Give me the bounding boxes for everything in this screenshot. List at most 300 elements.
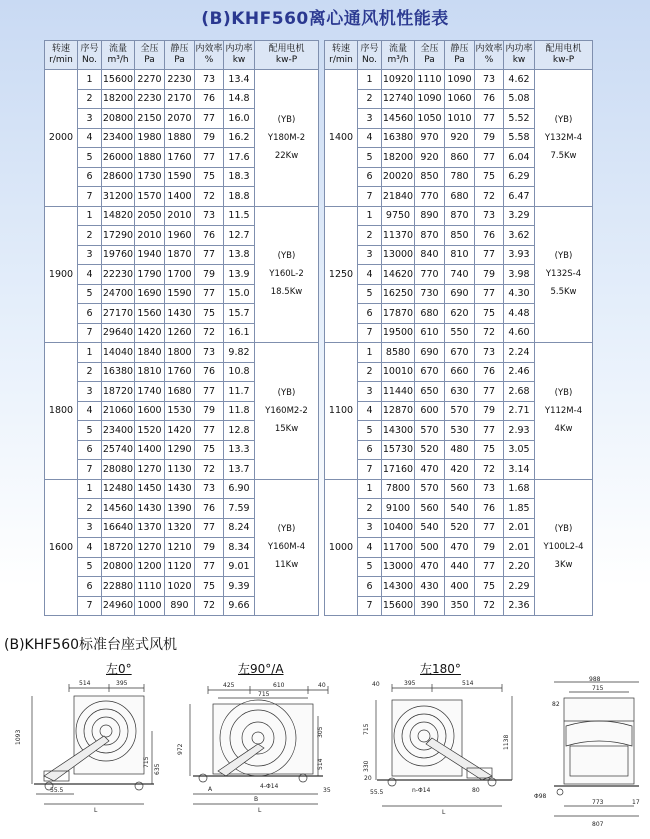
header-flow: 流量 m³/h bbox=[102, 41, 135, 70]
table-cell: 1090 bbox=[445, 70, 475, 90]
table-cell: 560 bbox=[445, 479, 475, 499]
table-cell: 1690 bbox=[135, 284, 165, 304]
table-cell: 79 bbox=[195, 401, 224, 421]
table-cell: 570 bbox=[445, 401, 475, 421]
table-cell: 540 bbox=[415, 518, 445, 538]
table-cell: 5 bbox=[358, 421, 382, 441]
table-cell: 73 bbox=[195, 206, 224, 226]
table-cell: 440 bbox=[445, 557, 475, 577]
table-cell: 12480 bbox=[102, 479, 135, 499]
table-cell: 11.8 bbox=[224, 401, 255, 421]
table-cell: 77 bbox=[195, 284, 224, 304]
table-cell: 1270 bbox=[135, 538, 165, 558]
speed-cell: 1400 bbox=[325, 70, 358, 207]
table-cell: 670 bbox=[445, 343, 475, 363]
dim-phi98: Φ98 bbox=[534, 793, 547, 800]
table-cell: 1450 bbox=[135, 479, 165, 499]
table-cell: 77 bbox=[475, 109, 504, 129]
header-speed: 转速 r/min bbox=[325, 41, 358, 70]
table-cell: 2010 bbox=[165, 206, 195, 226]
table-cell: 890 bbox=[165, 596, 195, 616]
table-cell: 1010 bbox=[445, 109, 475, 129]
table-cell: 1870 bbox=[165, 245, 195, 265]
header-flow: 流量 m³/h bbox=[382, 41, 415, 70]
table-cell: 1940 bbox=[135, 245, 165, 265]
table-cell: 13000 bbox=[382, 245, 415, 265]
table-cell: 24700 bbox=[102, 284, 135, 304]
table-cell: 76 bbox=[475, 362, 504, 382]
table-cell: 14560 bbox=[382, 109, 415, 129]
table-cell: 9.66 bbox=[224, 596, 255, 616]
table-cell: 14820 bbox=[102, 206, 135, 226]
table-cell: 6.47 bbox=[504, 187, 535, 207]
table-cell: 3 bbox=[358, 518, 382, 538]
table-cell: 3.14 bbox=[504, 460, 535, 480]
motor-cell: (YB) Y160M-4 11Kw bbox=[255, 479, 319, 616]
header-power: 内功率 kw bbox=[504, 41, 535, 70]
table-cell: 2230 bbox=[135, 89, 165, 109]
table-cell: 2070 bbox=[165, 109, 195, 129]
dim-988: 988 bbox=[589, 676, 601, 683]
table-cell: 17.6 bbox=[224, 148, 255, 168]
table-cell: 75 bbox=[475, 440, 504, 460]
table-cell: 4 bbox=[358, 401, 382, 421]
table-cell: 7 bbox=[358, 460, 382, 480]
table-cell: 7800 bbox=[382, 479, 415, 499]
header-total-pressure: 全压 Pa bbox=[135, 41, 165, 70]
table-cell: 16.2 bbox=[224, 128, 255, 148]
table-cell: 870 bbox=[445, 206, 475, 226]
table-cell: 670 bbox=[415, 362, 445, 382]
table-cell: 470 bbox=[415, 460, 445, 480]
speed-cell: 1000 bbox=[325, 479, 358, 616]
dim-l-1: L bbox=[94, 807, 98, 814]
table-cell: 2.24 bbox=[504, 343, 535, 363]
table-cell: 5 bbox=[358, 148, 382, 168]
motor-cell: (YB) Y160M2-2 15Kw bbox=[255, 343, 319, 480]
dim-972: 972 bbox=[177, 743, 184, 755]
table-cell: 72 bbox=[195, 187, 224, 207]
table-cell: 3.93 bbox=[504, 245, 535, 265]
dim-807: 807 bbox=[592, 821, 604, 828]
dim-610: 610 bbox=[273, 682, 285, 689]
table-cell: 2 bbox=[358, 499, 382, 519]
motor-cell: (YB) Y132S-4 5.5Kw bbox=[535, 206, 593, 343]
dim-305: 305 bbox=[317, 726, 324, 738]
table-cell: 1880 bbox=[165, 128, 195, 148]
table-cell: 520 bbox=[445, 518, 475, 538]
table-cell: 11370 bbox=[382, 226, 415, 246]
table-row bbox=[325, 343, 593, 363]
table-cell: 23400 bbox=[102, 128, 135, 148]
dim-514: 514 bbox=[79, 680, 91, 687]
table-cell: 13.4 bbox=[224, 70, 255, 90]
table-cell: 1790 bbox=[135, 265, 165, 285]
table-cell: 610 bbox=[415, 323, 445, 343]
table-cell: 2 bbox=[358, 226, 382, 246]
table-cell: 7.59 bbox=[224, 499, 255, 519]
view-label-left180: 左180° bbox=[420, 662, 461, 676]
table-cell: 1 bbox=[358, 343, 382, 363]
table-cell: 600 bbox=[415, 401, 445, 421]
table-cell: 25740 bbox=[102, 440, 135, 460]
table-cell: 73 bbox=[195, 70, 224, 90]
table-cell: 13.9 bbox=[224, 265, 255, 285]
table-cell: 1 bbox=[78, 70, 102, 90]
table-cell: 9750 bbox=[382, 206, 415, 226]
table-cell: 77 bbox=[195, 109, 224, 129]
header-motor: 配用电机 kw-P bbox=[255, 41, 319, 70]
table-cell: 79 bbox=[195, 538, 224, 558]
header-no: 序号 No. bbox=[78, 41, 102, 70]
table-cell: 5.52 bbox=[504, 109, 535, 129]
table-cell: 2 bbox=[358, 89, 382, 109]
table-cell: 1260 bbox=[165, 323, 195, 343]
table-cell: 6 bbox=[78, 440, 102, 460]
table-cell: 1320 bbox=[165, 518, 195, 538]
table-cell: 2 bbox=[78, 89, 102, 109]
table-cell: 840 bbox=[415, 245, 445, 265]
table-cell: 1730 bbox=[135, 167, 165, 187]
table-cell: 16.0 bbox=[224, 109, 255, 129]
table-cell: 10400 bbox=[382, 518, 415, 538]
dim-330: 330 bbox=[363, 760, 370, 772]
dim-635: 635 bbox=[154, 763, 161, 775]
table-cell: 2 bbox=[78, 226, 102, 246]
table-cell: 1430 bbox=[135, 499, 165, 519]
table-cell: 11700 bbox=[382, 538, 415, 558]
table-cell: 13.3 bbox=[224, 440, 255, 460]
table-cell: 73 bbox=[475, 70, 504, 90]
table-cell: 2270 bbox=[135, 70, 165, 90]
motor-cell: (YB) Y132M-4 7.5Kw bbox=[535, 70, 593, 207]
table-cell: 75 bbox=[475, 304, 504, 324]
table-cell: 3.05 bbox=[504, 440, 535, 460]
table-cell: 1810 bbox=[135, 362, 165, 382]
table-cell: 9.39 bbox=[224, 577, 255, 597]
table-cell: 8.24 bbox=[224, 518, 255, 538]
table-cell: 75 bbox=[475, 167, 504, 187]
table-cell: 1980 bbox=[135, 128, 165, 148]
table-cell: 2 bbox=[78, 499, 102, 519]
table-cell: 1400 bbox=[165, 187, 195, 207]
table-cell: 1400 bbox=[135, 440, 165, 460]
table-cell: 18720 bbox=[102, 538, 135, 558]
table-cell: 530 bbox=[445, 421, 475, 441]
table-cell: 16.1 bbox=[224, 323, 255, 343]
table-cell: 1 bbox=[78, 206, 102, 226]
table-cell: 860 bbox=[445, 148, 475, 168]
table-cell: 17870 bbox=[382, 304, 415, 324]
table-cell: 75 bbox=[195, 440, 224, 460]
motor-cell: (YB) Y100L2-4 3Kw bbox=[535, 479, 593, 616]
table-cell: 1960 bbox=[165, 226, 195, 246]
table-cell: 21060 bbox=[102, 401, 135, 421]
table-cell: 26000 bbox=[102, 148, 135, 168]
drawing-side-view bbox=[534, 676, 646, 836]
table-cell: 6 bbox=[78, 304, 102, 324]
speed-cell: 1800 bbox=[45, 343, 78, 480]
table-cell: 21840 bbox=[382, 187, 415, 207]
table-cell: 77 bbox=[475, 382, 504, 402]
table-cell: 12870 bbox=[382, 401, 415, 421]
table-cell: 24960 bbox=[102, 596, 135, 616]
table-cell: 1430 bbox=[165, 304, 195, 324]
table-cell: 77 bbox=[195, 421, 224, 441]
table-cell: 6 bbox=[78, 577, 102, 597]
table-cell: 680 bbox=[415, 304, 445, 324]
table-cell: 850 bbox=[415, 167, 445, 187]
dim-715c: 715 bbox=[363, 723, 370, 735]
table-cell: 77 bbox=[195, 557, 224, 577]
table-cell: 15.7 bbox=[224, 304, 255, 324]
table-cell: 16380 bbox=[102, 362, 135, 382]
table-cell: 570 bbox=[415, 479, 445, 499]
table-cell: 3 bbox=[78, 382, 102, 402]
section-title: (B)KHF560标准台座式风机 bbox=[4, 637, 178, 653]
table-cell: 2150 bbox=[135, 109, 165, 129]
table-cell: 770 bbox=[415, 265, 445, 285]
table-cell: 5 bbox=[78, 284, 102, 304]
table-cell: 1 bbox=[78, 479, 102, 499]
table-cell: 11.5 bbox=[224, 206, 255, 226]
dim-17: 17 bbox=[632, 799, 640, 806]
table-cell: 1 bbox=[358, 479, 382, 499]
table-cell: 72 bbox=[195, 460, 224, 480]
table-cell: 77 bbox=[475, 557, 504, 577]
dim-b: B bbox=[254, 796, 259, 803]
table-cell: 77 bbox=[475, 284, 504, 304]
table-cell: 4 bbox=[358, 128, 382, 148]
dim-82: 82 bbox=[552, 701, 560, 708]
table-cell: 15600 bbox=[102, 70, 135, 90]
table-cell: 660 bbox=[445, 362, 475, 382]
table-cell: 850 bbox=[445, 226, 475, 246]
table-cell: 7 bbox=[78, 323, 102, 343]
table-cell: 1 bbox=[358, 206, 382, 226]
table-cell: 10920 bbox=[382, 70, 415, 90]
table-cell: 72 bbox=[475, 460, 504, 480]
table-cell: 77 bbox=[475, 245, 504, 265]
table-cell: 4 bbox=[78, 128, 102, 148]
table-cell: 1.68 bbox=[504, 479, 535, 499]
table-cell: 620 bbox=[445, 304, 475, 324]
header-speed: 转速 r/min bbox=[45, 41, 78, 70]
table-cell: 3.62 bbox=[504, 226, 535, 246]
dim-715d: 715 bbox=[592, 685, 604, 692]
table-cell: 2 bbox=[358, 362, 382, 382]
table-cell: 5 bbox=[78, 421, 102, 441]
table-cell: 14.8 bbox=[224, 89, 255, 109]
table-cell: 18720 bbox=[102, 382, 135, 402]
table-cell: 31200 bbox=[102, 187, 135, 207]
table-row bbox=[325, 70, 593, 90]
table-cell: 13000 bbox=[382, 557, 415, 577]
table-cell: 400 bbox=[445, 577, 475, 597]
table-cell: 6.04 bbox=[504, 148, 535, 168]
table-cell: 79 bbox=[475, 538, 504, 558]
drawing-left180 bbox=[362, 676, 522, 836]
table-cell: 12.8 bbox=[224, 421, 255, 441]
table-cell: 77 bbox=[475, 518, 504, 538]
table-cell: 1590 bbox=[165, 284, 195, 304]
table-cell: 75 bbox=[195, 167, 224, 187]
table-cell: 810 bbox=[445, 245, 475, 265]
table-cell: 15730 bbox=[382, 440, 415, 460]
table-cell: 1210 bbox=[165, 538, 195, 558]
table-cell: 5 bbox=[358, 284, 382, 304]
table-cell: 4 bbox=[78, 401, 102, 421]
table-cell: 4 bbox=[358, 538, 382, 558]
table-cell: 77 bbox=[195, 245, 224, 265]
dim-395c: 395 bbox=[404, 680, 416, 687]
table-cell: 5 bbox=[78, 148, 102, 168]
table-cell: 3 bbox=[78, 109, 102, 129]
table-cell: 1530 bbox=[165, 401, 195, 421]
table-cell: 12.7 bbox=[224, 226, 255, 246]
table-cell: 16380 bbox=[382, 128, 415, 148]
table-cell: 79 bbox=[195, 128, 224, 148]
table-cell: 560 bbox=[415, 499, 445, 519]
table-cell: 1090 bbox=[415, 89, 445, 109]
table-cell: 9.82 bbox=[224, 343, 255, 363]
table-cell: 6 bbox=[358, 440, 382, 460]
table-cell: 2170 bbox=[165, 89, 195, 109]
table-cell: 72 bbox=[475, 323, 504, 343]
table-cell: 11.7 bbox=[224, 382, 255, 402]
table-cell: 1600 bbox=[135, 401, 165, 421]
table-cell: 1120 bbox=[165, 557, 195, 577]
table-cell: 22230 bbox=[102, 265, 135, 285]
table-cell: 1050 bbox=[415, 109, 445, 129]
table-row bbox=[45, 479, 319, 499]
drawing-left0 bbox=[14, 676, 164, 836]
dim-1138: 1138 bbox=[503, 734, 510, 750]
table-cell: 16640 bbox=[102, 518, 135, 538]
table-cell: 75 bbox=[195, 577, 224, 597]
table-cell: 77 bbox=[475, 148, 504, 168]
table-cell: 14300 bbox=[382, 577, 415, 597]
table-cell: 1390 bbox=[165, 499, 195, 519]
table-cell: 13.7 bbox=[224, 460, 255, 480]
table-cell: 29640 bbox=[102, 323, 135, 343]
dim-20: 20 bbox=[364, 775, 372, 782]
table-cell: 420 bbox=[445, 460, 475, 480]
table-cell: 76 bbox=[475, 89, 504, 109]
table-cell: 2.01 bbox=[504, 518, 535, 538]
table-cell: 18.8 bbox=[224, 187, 255, 207]
table-cell: 4.62 bbox=[504, 70, 535, 90]
table-cell: 7 bbox=[358, 596, 382, 616]
table-cell: 20800 bbox=[102, 557, 135, 577]
motor-cell: (YB) Y180M-2 22Kw bbox=[255, 70, 319, 207]
table-cell: 650 bbox=[415, 382, 445, 402]
table-cell: 22880 bbox=[102, 577, 135, 597]
table-cell: 890 bbox=[415, 206, 445, 226]
table-cell: 350 bbox=[445, 596, 475, 616]
table-cell: 79 bbox=[475, 128, 504, 148]
table-cell: 4 bbox=[358, 265, 382, 285]
table-cell: 680 bbox=[445, 187, 475, 207]
table-cell: 15.0 bbox=[224, 284, 255, 304]
table-row bbox=[325, 206, 593, 226]
table-cell: 690 bbox=[415, 343, 445, 363]
speed-cell: 2000 bbox=[45, 70, 78, 207]
table-cell: 76 bbox=[475, 226, 504, 246]
table-cell: 520 bbox=[415, 440, 445, 460]
table-cell: 2.93 bbox=[504, 421, 535, 441]
table-cell: 390 bbox=[415, 596, 445, 616]
dim-425: 425 bbox=[223, 682, 235, 689]
performance-table-left bbox=[44, 40, 319, 616]
table-cell: 79 bbox=[195, 265, 224, 285]
table-cell: 4 bbox=[78, 265, 102, 285]
motor-cell: (YB) Y112M-4 4Kw bbox=[535, 343, 593, 480]
table-row bbox=[45, 70, 319, 90]
table-cell: 1020 bbox=[165, 577, 195, 597]
table-cell: 13.8 bbox=[224, 245, 255, 265]
table-cell: 1760 bbox=[165, 148, 195, 168]
table-cell: 76 bbox=[195, 362, 224, 382]
table-cell: 19500 bbox=[382, 323, 415, 343]
table-cell: 8.34 bbox=[224, 538, 255, 558]
table-cell: 1 bbox=[78, 343, 102, 363]
header-static-pressure: 静压 Pa bbox=[445, 41, 475, 70]
table-cell: 76 bbox=[195, 89, 224, 109]
table-cell: 75 bbox=[475, 577, 504, 597]
table-cell: 18200 bbox=[102, 89, 135, 109]
table-cell: 1760 bbox=[165, 362, 195, 382]
table-cell: 3 bbox=[78, 245, 102, 265]
table-cell: 5.58 bbox=[504, 128, 535, 148]
table-cell: 73 bbox=[475, 206, 504, 226]
dim-40: 40 bbox=[318, 682, 326, 689]
table-cell: 3 bbox=[358, 382, 382, 402]
table-cell: 5 bbox=[358, 557, 382, 577]
table-cell: 2010 bbox=[135, 226, 165, 246]
table-cell: 6 bbox=[358, 167, 382, 187]
table-cell: 920 bbox=[445, 128, 475, 148]
dim-715b: 715 bbox=[258, 691, 270, 698]
table-cell: 2.46 bbox=[504, 362, 535, 382]
dim-715: 715 bbox=[143, 756, 150, 768]
table-cell: 1060 bbox=[445, 89, 475, 109]
table-cell: 72 bbox=[475, 187, 504, 207]
table-cell: 20020 bbox=[382, 167, 415, 187]
speed-cell: 1250 bbox=[325, 206, 358, 343]
table-cell: 2.36 bbox=[504, 596, 535, 616]
table-cell: 14560 bbox=[102, 499, 135, 519]
table-cell: 9100 bbox=[382, 499, 415, 519]
table-cell: 1680 bbox=[165, 382, 195, 402]
table-row bbox=[325, 479, 593, 499]
table-cell: 920 bbox=[415, 148, 445, 168]
table-cell: 1880 bbox=[135, 148, 165, 168]
table-cell: 770 bbox=[415, 187, 445, 207]
table-cell: 870 bbox=[415, 226, 445, 246]
header-motor: 配用电机 kw-P bbox=[535, 41, 593, 70]
table-cell: 690 bbox=[445, 284, 475, 304]
table-cell: 15600 bbox=[382, 596, 415, 616]
hole-spec-4: 4-Φ14 bbox=[260, 783, 279, 790]
table-cell: 14300 bbox=[382, 421, 415, 441]
table-cell: 2.01 bbox=[504, 538, 535, 558]
table-cell: 20800 bbox=[102, 109, 135, 129]
table-cell: 480 bbox=[445, 440, 475, 460]
view-label-left90: 左90°/A bbox=[238, 662, 284, 676]
table-cell: 780 bbox=[445, 167, 475, 187]
table-cell: 730 bbox=[415, 284, 445, 304]
